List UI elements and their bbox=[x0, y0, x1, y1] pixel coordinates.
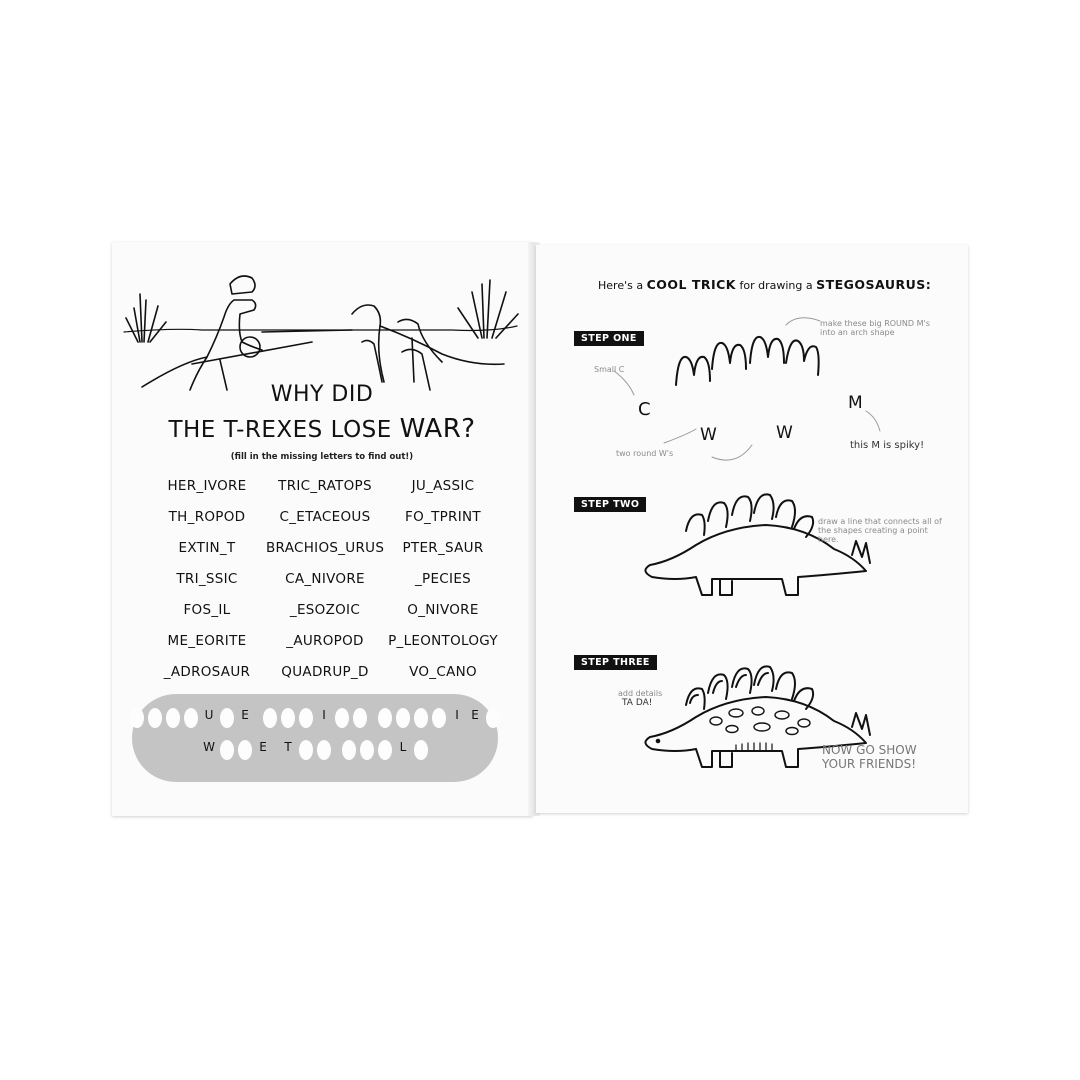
answer-blank bbox=[129, 708, 145, 732]
note-round-ms: make these big ROUND M's into an arch shape bbox=[820, 319, 930, 337]
puzzle-word: QUADRUP_D bbox=[281, 664, 369, 680]
answer-blank bbox=[485, 708, 501, 732]
blank-oval bbox=[220, 740, 234, 760]
dinosaur-battle-illustration bbox=[112, 242, 532, 402]
answer-blank bbox=[334, 708, 350, 732]
puzzle-word: TH_ROPOD bbox=[168, 509, 246, 525]
answer-line-1 bbox=[132, 708, 498, 732]
puzzle-word: ME_EORITE bbox=[167, 633, 247, 649]
note-small-c: Small C bbox=[594, 365, 625, 374]
note-two-round-ws: two round W's bbox=[616, 449, 674, 458]
intro-mid: for drawing a bbox=[735, 279, 817, 292]
blank-oval bbox=[432, 708, 446, 728]
answer-letter: U bbox=[204, 708, 214, 722]
missing-letter-word-grid bbox=[148, 478, 506, 685]
answer-blank bbox=[359, 740, 375, 764]
puzzle-word: FOS_IL bbox=[183, 602, 231, 618]
blank-oval bbox=[130, 708, 144, 728]
answer-blank bbox=[280, 708, 296, 732]
puzzle-word: JU_ASSIC bbox=[411, 478, 475, 494]
svg-text:M: M bbox=[848, 393, 863, 413]
blank-oval bbox=[414, 708, 428, 728]
answer-blank bbox=[147, 708, 163, 732]
answer-letter: I bbox=[455, 708, 459, 722]
blank-oval bbox=[342, 740, 356, 760]
answer-word bbox=[341, 740, 429, 764]
answer-blank bbox=[237, 740, 253, 764]
intro-pre: Here's a bbox=[598, 279, 647, 292]
puzzle-word: P_LEONTOLOGY bbox=[388, 633, 498, 649]
blank-oval bbox=[166, 708, 180, 728]
answer-blank bbox=[298, 708, 314, 732]
answer-blank bbox=[377, 740, 393, 764]
answer-letter: E bbox=[259, 740, 267, 754]
answer-blank bbox=[219, 708, 235, 732]
answer-blank bbox=[316, 740, 332, 764]
blank-oval bbox=[317, 740, 331, 760]
puzzle-word: FO_TPRINT bbox=[405, 509, 481, 525]
answer-blank bbox=[413, 708, 429, 732]
answer-blank bbox=[219, 740, 235, 764]
blank-oval bbox=[148, 708, 162, 728]
title-part-war: WAR? bbox=[399, 414, 476, 444]
blank-oval bbox=[281, 708, 295, 728]
puzzle-word: _ESOZOIC bbox=[289, 602, 361, 618]
blank-oval bbox=[486, 708, 500, 728]
answer-box bbox=[132, 694, 498, 782]
puzzle-word: _ADROSAUR bbox=[163, 664, 251, 680]
answer-letter: T bbox=[284, 740, 292, 754]
answer-word bbox=[280, 740, 332, 764]
right-page bbox=[536, 245, 968, 813]
puzzle-word: TRIC_RATOPS bbox=[278, 478, 372, 494]
answer-blank bbox=[165, 708, 181, 732]
blank-oval bbox=[220, 708, 234, 728]
puzzle-word: _AUROPOD bbox=[286, 633, 364, 649]
intro-stegosaurus: STEGOSAURUS: bbox=[816, 277, 932, 292]
answer-letter: E bbox=[471, 708, 479, 722]
blank-oval bbox=[378, 740, 392, 760]
puzzle-word: TRI_SSIC bbox=[176, 571, 238, 587]
blank-oval bbox=[184, 708, 198, 728]
answer-letter: E bbox=[241, 708, 249, 722]
blank-oval bbox=[299, 708, 313, 728]
puzzle-title-line1: WHY DID bbox=[270, 382, 374, 407]
note-tada: TA DA! bbox=[622, 698, 653, 708]
puzzle-word: VO_CANO bbox=[409, 664, 477, 680]
answer-blank bbox=[431, 708, 447, 732]
answer-blank bbox=[298, 740, 314, 764]
answer-blank bbox=[352, 708, 368, 732]
answer-blank bbox=[377, 708, 393, 732]
step-three-label: STEP THREE bbox=[574, 655, 657, 670]
puzzle-word: CA_NIVORE bbox=[285, 571, 365, 587]
answer-word bbox=[201, 740, 271, 764]
answer-blank bbox=[262, 708, 278, 732]
puzzle-word: O_NIVORE bbox=[407, 602, 479, 618]
puzzle-instructions: (fill in the missing letters to find out!) bbox=[230, 452, 414, 462]
note-add-details: add details bbox=[618, 689, 663, 698]
answer-letter: I bbox=[322, 708, 326, 722]
activity-book-spread bbox=[112, 242, 968, 816]
blank-oval bbox=[299, 740, 313, 760]
closing-message: NOW GO SHOW YOUR FRIENDS! bbox=[822, 743, 917, 771]
blank-oval bbox=[238, 740, 252, 760]
blank-oval bbox=[396, 708, 410, 728]
svg-text:C: C bbox=[638, 399, 651, 420]
blank-oval bbox=[353, 708, 367, 728]
puzzle-title-line2 bbox=[112, 414, 532, 444]
answer-blank bbox=[341, 740, 357, 764]
note-spiky-m: this M is spiky! bbox=[850, 440, 925, 451]
blank-oval bbox=[378, 708, 392, 728]
answer-word bbox=[262, 708, 368, 732]
answer-blank bbox=[413, 740, 429, 764]
step-one-label: STEP ONE bbox=[574, 331, 644, 346]
step-two-label: STEP TWO bbox=[574, 497, 646, 512]
blank-oval bbox=[335, 708, 349, 728]
note-draw-line: draw a line that connects all of the shapes creating a point here. bbox=[818, 517, 942, 544]
answer-blank bbox=[183, 708, 199, 732]
answer-word bbox=[129, 708, 253, 732]
puzzle-word: BRACHIOS_URUS bbox=[266, 540, 385, 556]
puzzle-word: PTER_SAUR bbox=[402, 540, 484, 556]
left-page bbox=[112, 242, 533, 816]
puzzle-word: HER_IVORE bbox=[167, 478, 247, 494]
svg-text:W: W bbox=[700, 425, 717, 445]
puzzle-word: EXTIN_T bbox=[178, 540, 236, 556]
svg-text:W: W bbox=[776, 423, 793, 443]
answer-blank bbox=[395, 708, 411, 732]
answer-word bbox=[377, 708, 501, 732]
intro-cool-trick: COOL TRICK bbox=[646, 277, 736, 292]
blank-oval bbox=[263, 708, 277, 728]
puzzle-word: _PECIES bbox=[414, 571, 472, 587]
puzzle-word: C_ETACEOUS bbox=[279, 509, 371, 525]
title-part-pre: THE T-REXES LOSE bbox=[168, 417, 400, 443]
answer-letter: L bbox=[399, 740, 407, 754]
answer-letter: W bbox=[203, 740, 215, 754]
blank-oval bbox=[414, 740, 428, 760]
blank-oval bbox=[360, 740, 374, 760]
answer-line-2 bbox=[132, 740, 498, 764]
